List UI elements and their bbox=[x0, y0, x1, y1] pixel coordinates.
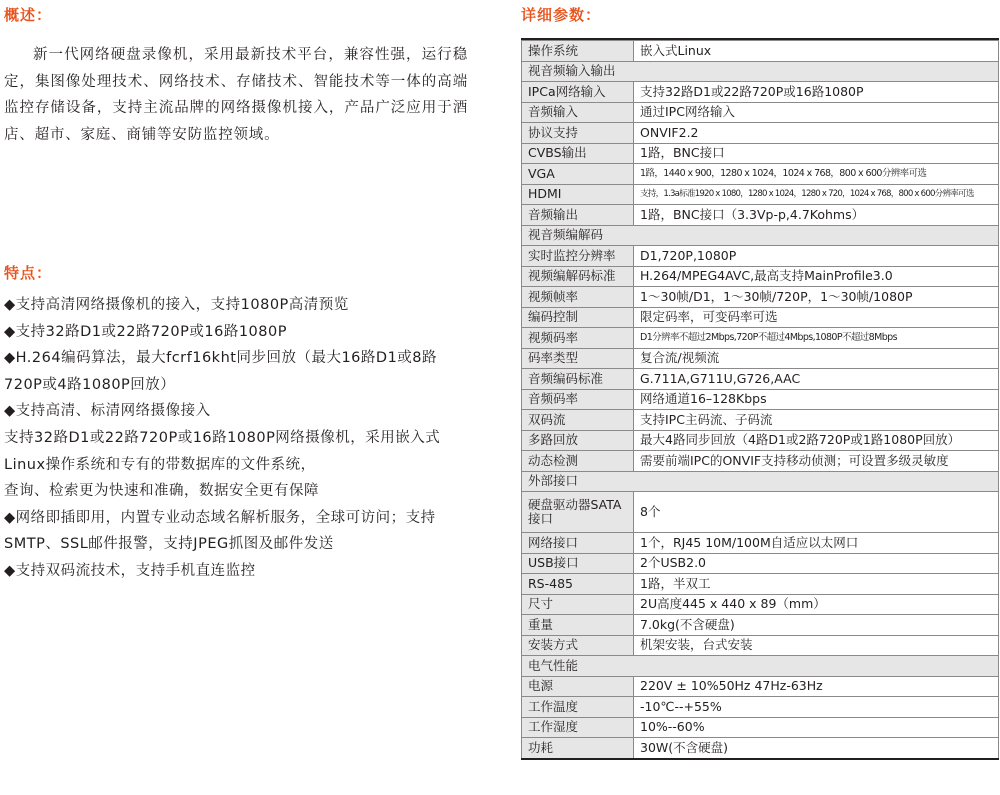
table-row bbox=[522, 287, 999, 308]
param-label: CVBS输出 bbox=[522, 143, 634, 164]
params-title: 详细参数： bbox=[521, 6, 602, 24]
param-label: 网络接口 bbox=[522, 533, 634, 554]
param-label: USB接口 bbox=[522, 553, 634, 574]
param-value: 10%--60% bbox=[634, 717, 999, 738]
table-row bbox=[522, 553, 999, 574]
table-row bbox=[522, 430, 999, 451]
table-row bbox=[522, 164, 999, 185]
param-value: 7.0kg(不含硬盘) bbox=[634, 615, 999, 636]
section-heading: 视音频输入输出 bbox=[522, 61, 999, 82]
param-value: 复合流/视频流 bbox=[634, 348, 999, 369]
param-label: 码率类型 bbox=[522, 348, 634, 369]
table-row bbox=[522, 594, 999, 615]
param-value: 220V ± 10%50Hz 47Hz-63Hz bbox=[634, 676, 999, 697]
param-label: 视频码率 bbox=[522, 328, 634, 349]
table-row bbox=[522, 348, 999, 369]
table-section-row bbox=[522, 656, 999, 677]
param-label: 安装方式 bbox=[522, 635, 634, 656]
param-value: 通过IPC网络输入 bbox=[634, 102, 999, 123]
table-row bbox=[522, 266, 999, 287]
param-value: ONVIF2.2 bbox=[634, 123, 999, 144]
feature-item: ◆H.264编码算法，最大fcrf16kht同步回放（最大16路D1或8路720P或4路1080P回放） bbox=[4, 350, 438, 393]
params-table bbox=[521, 40, 999, 760]
feature-item: 支持32路D1或22路720P或16路1080P网络摄像机，采用嵌入式Linux操作系统和专有的带数据库的文件系统， bbox=[4, 429, 441, 473]
param-label: 重量 bbox=[522, 615, 634, 636]
param-value: 1路，BNC接口（3.3Vp-p,4.7Kohms） bbox=[634, 205, 999, 226]
table-row bbox=[522, 41, 999, 62]
table-row bbox=[522, 410, 999, 431]
param-value: 嵌入式Linux bbox=[634, 41, 999, 62]
feature-item: ◆网络即插即用，内置专业动态域名解析服务，全球可访问；支持SMTP、SSL邮件报警，支持JPEG抓图及邮件发送 bbox=[4, 509, 436, 553]
table-row bbox=[522, 369, 999, 390]
param-value: 2U高度445 x 440 x 89（mm） bbox=[634, 594, 999, 615]
section-heading: 电气性能 bbox=[522, 656, 999, 677]
param-label: 电源 bbox=[522, 676, 634, 697]
param-value: D1分辨率不超过2Mbps,720P不超过4Mbps,1080P不超过8Mbps bbox=[634, 328, 999, 349]
param-value: 1路，半双工 bbox=[634, 574, 999, 595]
table-row bbox=[522, 143, 999, 164]
feature-item: ◆支持高清、标清网络摄像接入 bbox=[4, 403, 211, 420]
param-label: 功耗 bbox=[522, 738, 634, 759]
param-value: 1路，1440 x 900，1280 x 1024，1024 x 768，800 x 600分辨率可选 bbox=[634, 164, 999, 185]
param-label: 视频编解码标准 bbox=[522, 266, 634, 287]
param-label: 工作温度 bbox=[522, 697, 634, 718]
table-row bbox=[522, 205, 999, 226]
overview-title: 概述： bbox=[4, 6, 53, 24]
features-list bbox=[4, 292, 470, 585]
param-value: 1～30帧/D1，1～30帧/720P，1～30帧/1080P bbox=[634, 287, 999, 308]
param-label: 音频输出 bbox=[522, 205, 634, 226]
section-heading: 外部接口 bbox=[522, 471, 999, 492]
param-label: IPCa网络输入 bbox=[522, 82, 634, 103]
feature-item: 查询、检索更为快速和准确，数据安全更有保障 bbox=[4, 483, 319, 500]
feature-item: ◆支持双码流技术，支持手机直连监控 bbox=[4, 562, 256, 579]
table-row bbox=[522, 738, 999, 759]
param-label: 协议支持 bbox=[522, 123, 634, 144]
param-label: RS-485 bbox=[522, 574, 634, 595]
features-title: 特点： bbox=[4, 264, 53, 282]
param-label: 多路回放 bbox=[522, 430, 634, 451]
table-row bbox=[522, 82, 999, 103]
param-value: 2个USB2.0 bbox=[634, 553, 999, 574]
param-label: 工作湿度 bbox=[522, 717, 634, 738]
param-value: 限定码率，可变码率可选 bbox=[634, 307, 999, 328]
param-label: 硬盘驱动器SATA接口 bbox=[522, 492, 634, 533]
param-value: 8个 bbox=[634, 492, 999, 533]
param-value: 支持，1.3a标准1920 x 1080，1280 x 1024，1280 x 720，1024 x 768，800 x 600分辨率可选 bbox=[634, 184, 999, 205]
table-row bbox=[522, 307, 999, 328]
param-label: 编码控制 bbox=[522, 307, 634, 328]
table-row bbox=[522, 246, 999, 267]
table-row bbox=[522, 328, 999, 349]
feature-item: ◆支持32路D1或22路720P或16路1080P bbox=[4, 323, 287, 340]
param-value: 1个，RJ45 10M/100M自适应以太网口 bbox=[634, 533, 999, 554]
param-value: H.264/MPEG4AVC,最高支持MainProfile3.0 bbox=[634, 266, 999, 287]
param-label: 动态检测 bbox=[522, 451, 634, 472]
table-row bbox=[522, 102, 999, 123]
param-label: 双码流 bbox=[522, 410, 634, 431]
table-row bbox=[522, 615, 999, 636]
table-row bbox=[522, 697, 999, 718]
table-section-row bbox=[522, 61, 999, 82]
param-label: 视频帧率 bbox=[522, 287, 634, 308]
param-value: 支持IPC主码流、子码流 bbox=[634, 410, 999, 431]
table-row bbox=[522, 635, 999, 656]
param-value: 机架安装，台式安装 bbox=[634, 635, 999, 656]
param-value: 1路，BNC接口 bbox=[634, 143, 999, 164]
param-value: 网络通道16–128Kbps bbox=[634, 389, 999, 410]
param-label: HDMI bbox=[522, 184, 634, 205]
param-value: 30W(不含硬盘) bbox=[634, 738, 999, 759]
param-label: VGA bbox=[522, 164, 634, 185]
section-heading: 视音频编解码 bbox=[522, 225, 999, 246]
param-value: -10℃--+55% bbox=[634, 697, 999, 718]
param-value: 需要前端IPC的ONVIF支持移动侦测；可设置多级灵敏度 bbox=[634, 451, 999, 472]
param-value: D1,720P,1080P bbox=[634, 246, 999, 267]
table-row bbox=[522, 717, 999, 738]
param-label: 音频编码标准 bbox=[522, 369, 634, 390]
table-row bbox=[522, 492, 999, 533]
table-section-row bbox=[522, 225, 999, 246]
table-row bbox=[522, 184, 999, 205]
overview-paragraph: 新一代网络硬盘录像机，采用最新技术平台，兼容性强，运行稳定，集图像处理技术、网络技术、存储技术、智能技术等一体的高端监控存储设备，支持主流品牌的网络摄像机接入，产品广泛应用于酒店、超市、家庭、商铺等安防监控领域。 bbox=[4, 47, 468, 143]
param-value: G.711A,G711U,G726,AAC bbox=[634, 369, 999, 390]
table-row bbox=[522, 533, 999, 554]
table-section-row bbox=[522, 471, 999, 492]
table-row bbox=[522, 389, 999, 410]
param-label: 音频码率 bbox=[522, 389, 634, 410]
param-value: 最大4路同步回放（4路D1或2路720P或1路1080P回放） bbox=[634, 430, 999, 451]
param-label: 音频输入 bbox=[522, 102, 634, 123]
param-label: 尺寸 bbox=[522, 594, 634, 615]
table-row bbox=[522, 676, 999, 697]
param-label: 操作系统 bbox=[522, 41, 634, 62]
feature-item: ◆支持高清网络摄像机的接入，支持1080P高清预览 bbox=[4, 297, 349, 313]
param-value: 支持32路D1或22路720P或16路1080P bbox=[634, 82, 999, 103]
table-row bbox=[522, 574, 999, 595]
table-row bbox=[522, 123, 999, 144]
table-row bbox=[522, 451, 999, 472]
param-label: 实时监控分辨率 bbox=[522, 246, 634, 267]
